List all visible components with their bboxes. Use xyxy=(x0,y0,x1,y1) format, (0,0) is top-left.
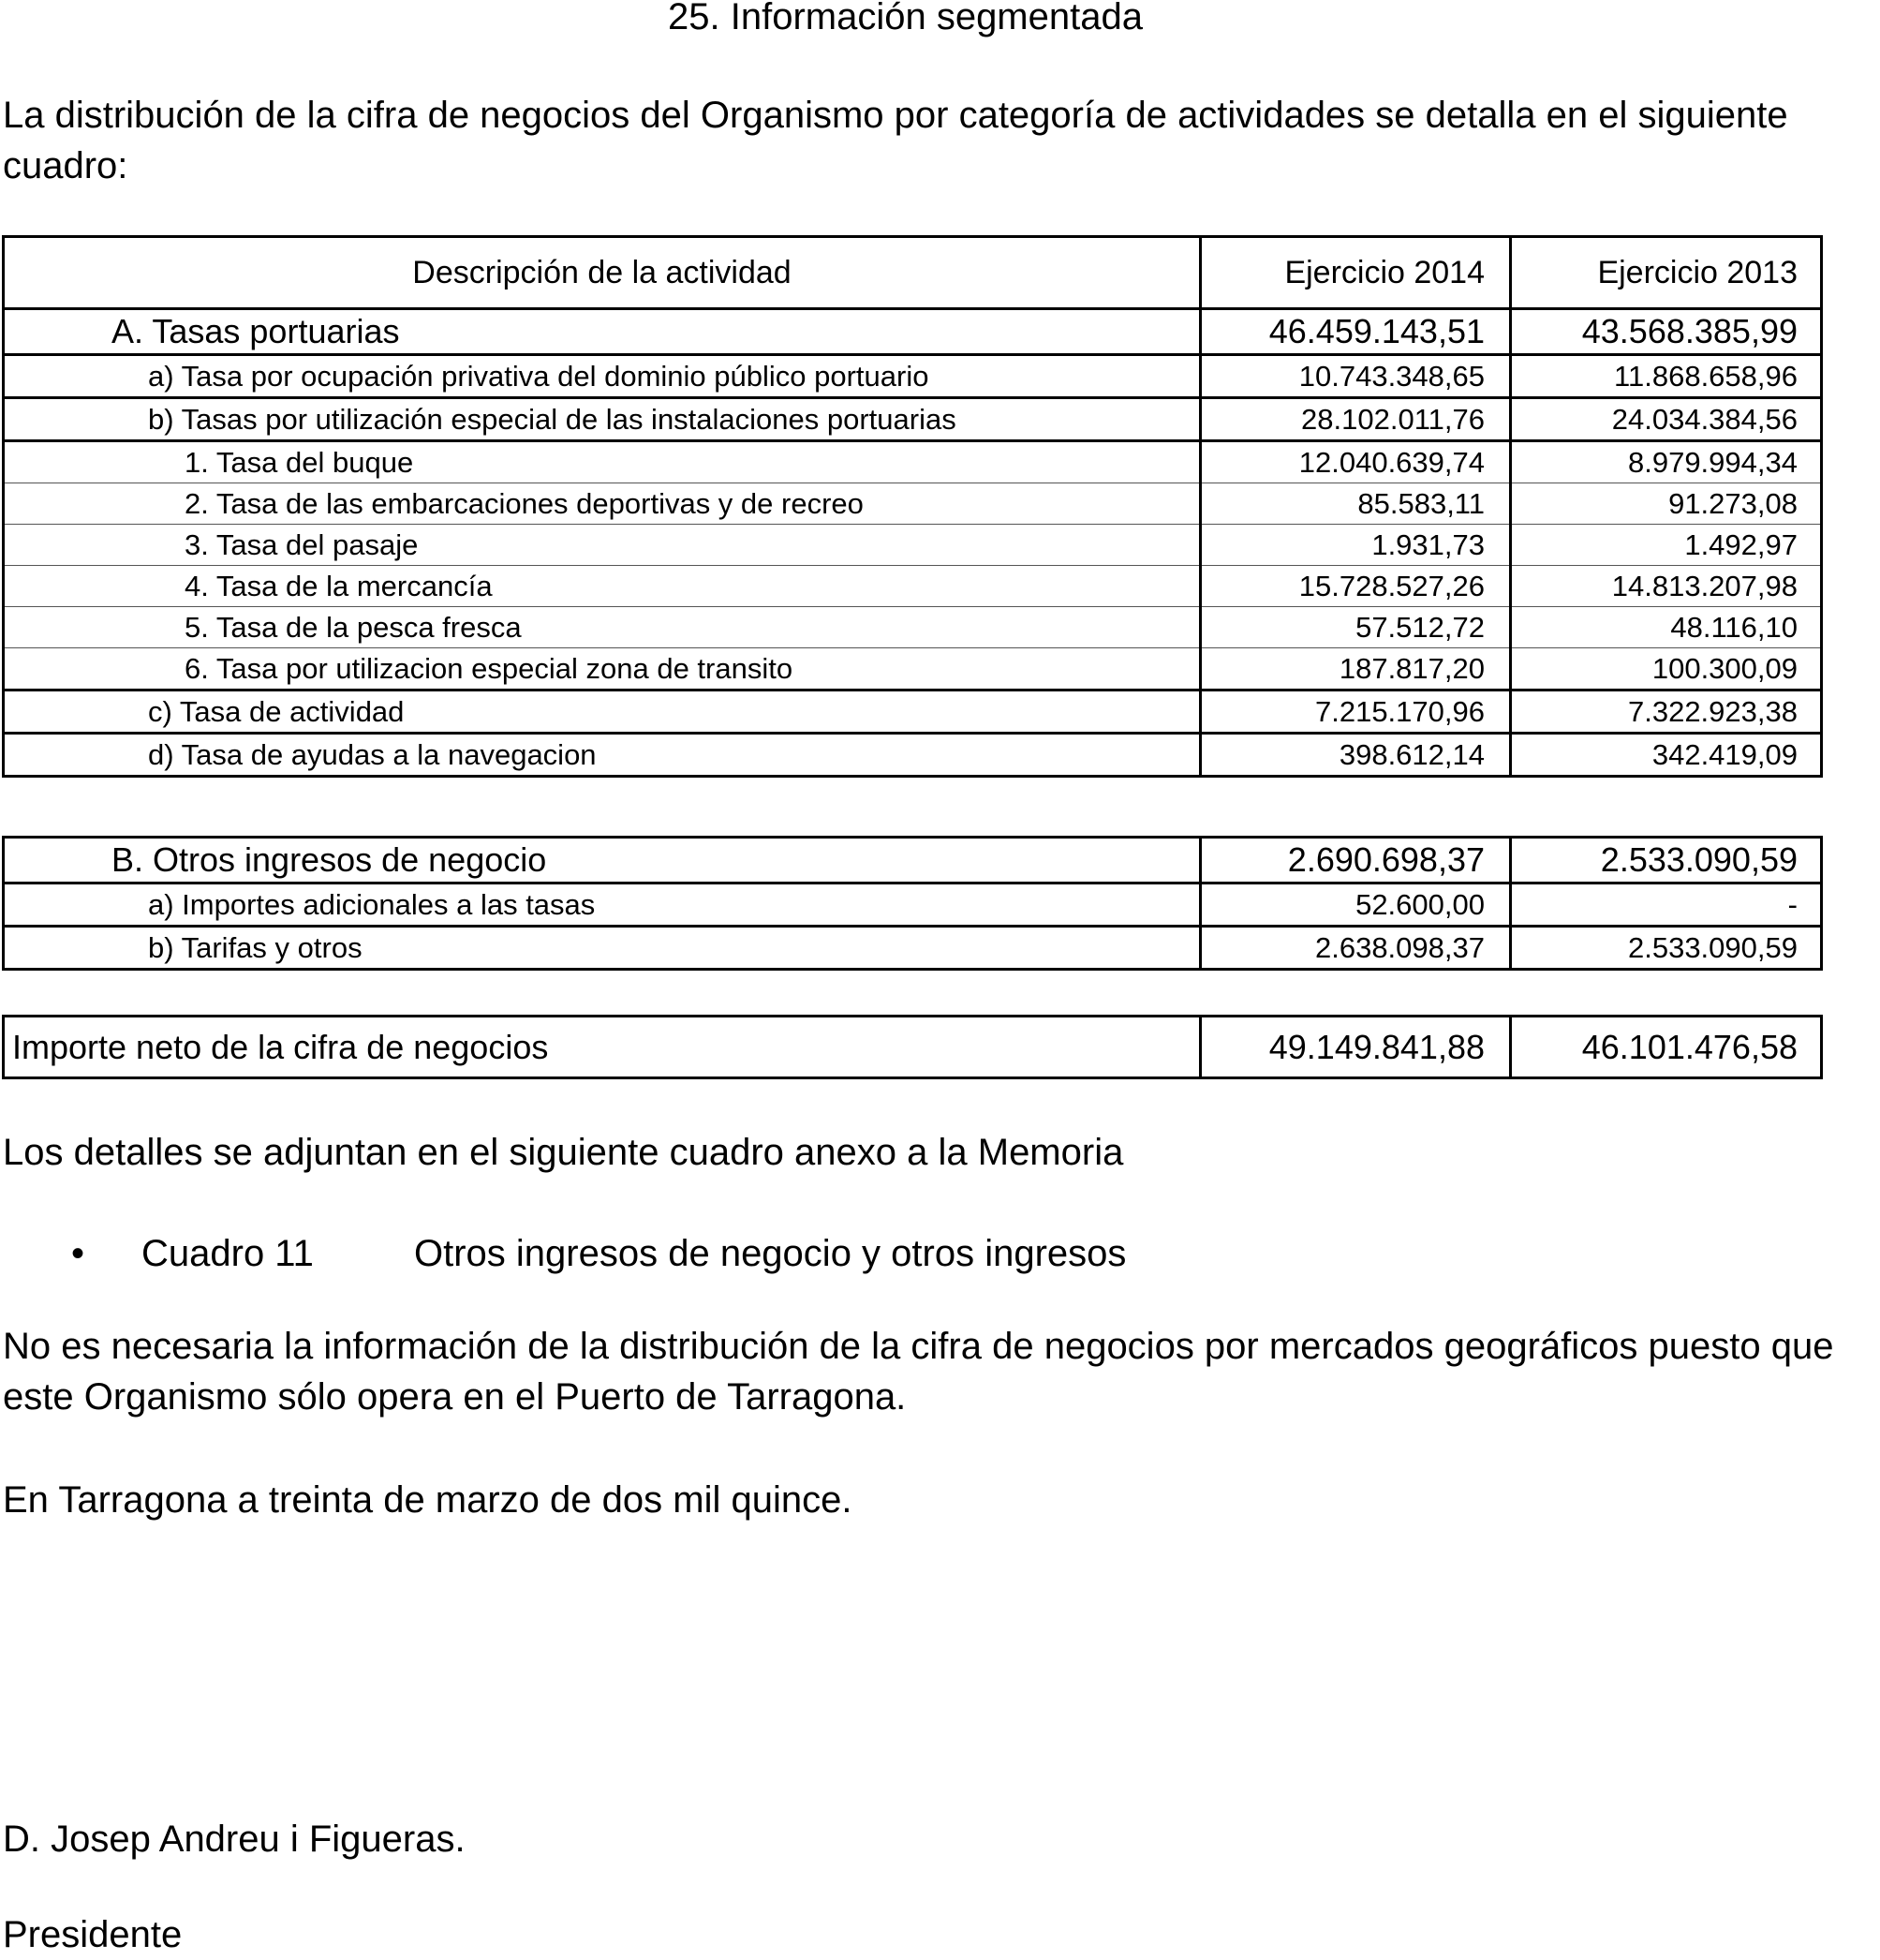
value-2014: 1.931,73 xyxy=(1201,525,1511,566)
table-row xyxy=(4,927,1822,970)
row-label: b) Tarifas y otros xyxy=(4,927,1201,970)
value-2013: 1.492,97 xyxy=(1511,525,1822,566)
page-title: 25. Información segmentada xyxy=(668,0,1143,37)
table-row xyxy=(4,483,1822,525)
table-row xyxy=(4,355,1822,398)
table-row xyxy=(4,441,1822,483)
value-2013: 2.533.090,59 xyxy=(1511,927,1822,970)
value-2013: 48.116,10 xyxy=(1511,607,1822,648)
total-2013: 46.101.476,58 xyxy=(1511,1017,1822,1078)
table-row xyxy=(4,566,1822,607)
value-2013: 24.034.384,56 xyxy=(1511,398,1822,441)
value-2014: 46.459.143,51 xyxy=(1201,309,1511,355)
row-label: 5. Tasa de la pesca fresca xyxy=(4,607,1201,648)
value-2013: 11.868.658,96 xyxy=(1511,355,1822,398)
row-label: c) Tasa de actividad xyxy=(4,690,1201,734)
table-row xyxy=(4,838,1822,883)
row-label: A. Tasas portuarias xyxy=(4,309,1201,355)
value-2014: 85.583,11 xyxy=(1201,483,1511,525)
value-2014: 28.102.011,76 xyxy=(1201,398,1511,441)
value-2013: 342.419,09 xyxy=(1511,734,1822,777)
value-2014: 398.612,14 xyxy=(1201,734,1511,777)
table-row xyxy=(4,607,1822,648)
value-2013: 7.322.923,38 xyxy=(1511,690,1822,734)
table-row xyxy=(4,734,1822,777)
row-label: d) Tasa de ayudas a la navegacion xyxy=(4,734,1201,777)
total-label: Importe neto de la cifra de negocios xyxy=(4,1017,1201,1078)
table-header-row xyxy=(4,237,1822,309)
value-2014: 2.638.098,37 xyxy=(1201,927,1511,970)
row-label: B. Otros ingresos de negocio xyxy=(4,838,1201,883)
value-2013: 100.300,09 xyxy=(1511,648,1822,690)
bullet-icon: • xyxy=(71,1233,85,1274)
table-row xyxy=(4,883,1822,927)
value-2014: 57.512,72 xyxy=(1201,607,1511,648)
row-label: 6. Tasa por utilizacion especial zona de transito xyxy=(4,648,1201,690)
intro-paragraph: La distribución de la cifra de negocios del Organismo por categoría de actividades se detalla en el siguiente cuadro: xyxy=(3,95,1788,186)
value-2013: 91.273,08 xyxy=(1511,483,1822,525)
signatory-role: Presidente xyxy=(3,1914,183,1955)
date-paragraph: En Tarragona a treinta de marzo de dos mil quince. xyxy=(3,1479,852,1521)
row-label: 4. Tasa de la mercancía xyxy=(4,566,1201,607)
value-2014: 2.690.698,37 xyxy=(1201,838,1511,883)
table-row xyxy=(4,398,1822,441)
geo-paragraph: No es necesaria la información de la distribución de la cifra de negocios por mercados geográficos puesto que este Organismo sólo opera en el Puerto de Tarragona. xyxy=(3,1326,1834,1418)
value-2014: 52.600,00 xyxy=(1201,883,1511,927)
activities-table-b xyxy=(2,836,1823,971)
header-2014: Ejercicio 2014 xyxy=(1201,237,1511,309)
value-2014: 15.728.527,26 xyxy=(1201,566,1511,607)
row-label: 1. Tasa del buque xyxy=(4,441,1201,483)
row-label: 3. Tasa del pasaje xyxy=(4,525,1201,566)
row-label: a) Tasa por ocupación privativa del dominio público portuario xyxy=(4,355,1201,398)
annex-code: Cuadro 11 xyxy=(141,1233,314,1274)
table-row xyxy=(4,648,1822,690)
header-2013: Ejercicio 2013 xyxy=(1511,237,1822,309)
activities-table-a xyxy=(2,235,1823,778)
table-row xyxy=(4,309,1822,355)
total-row xyxy=(4,1017,1822,1078)
total-2014: 49.149.841,88 xyxy=(1201,1017,1511,1078)
annex-bullet-item xyxy=(71,1228,1126,1279)
details-paragraph: Los detalles se adjuntan en el siguiente cuadro anexo a la Memoria xyxy=(3,1132,1124,1173)
table-row xyxy=(4,525,1822,566)
value-2014: 187.817,20 xyxy=(1201,648,1511,690)
value-2014: 7.215.170,96 xyxy=(1201,690,1511,734)
value-2013: 43.568.385,99 xyxy=(1511,309,1822,355)
total-table xyxy=(2,1015,1823,1079)
row-label: b) Tasas por utilización especial de las instalaciones portuarias xyxy=(4,398,1201,441)
header-description: Descripción de la actividad xyxy=(4,237,1201,309)
table-row xyxy=(4,690,1822,734)
row-label: a) Importes adicionales a las tasas xyxy=(4,883,1201,927)
signatory-name: D. Josep Andreu i Figueras. xyxy=(3,1819,466,1860)
annex-title: Otros ingresos de negocio y otros ingresos xyxy=(414,1233,1127,1274)
value-2013: 8.979.994,34 xyxy=(1511,441,1822,483)
value-2013: 14.813.207,98 xyxy=(1511,566,1822,607)
value-2014: 10.743.348,65 xyxy=(1201,355,1511,398)
row-label: 2. Tasa de las embarcaciones deportivas y de recreo xyxy=(4,483,1201,525)
value-2013: 2.533.090,59 xyxy=(1511,838,1822,883)
value-2013: - xyxy=(1511,883,1822,927)
value-2014: 12.040.639,74 xyxy=(1201,441,1511,483)
